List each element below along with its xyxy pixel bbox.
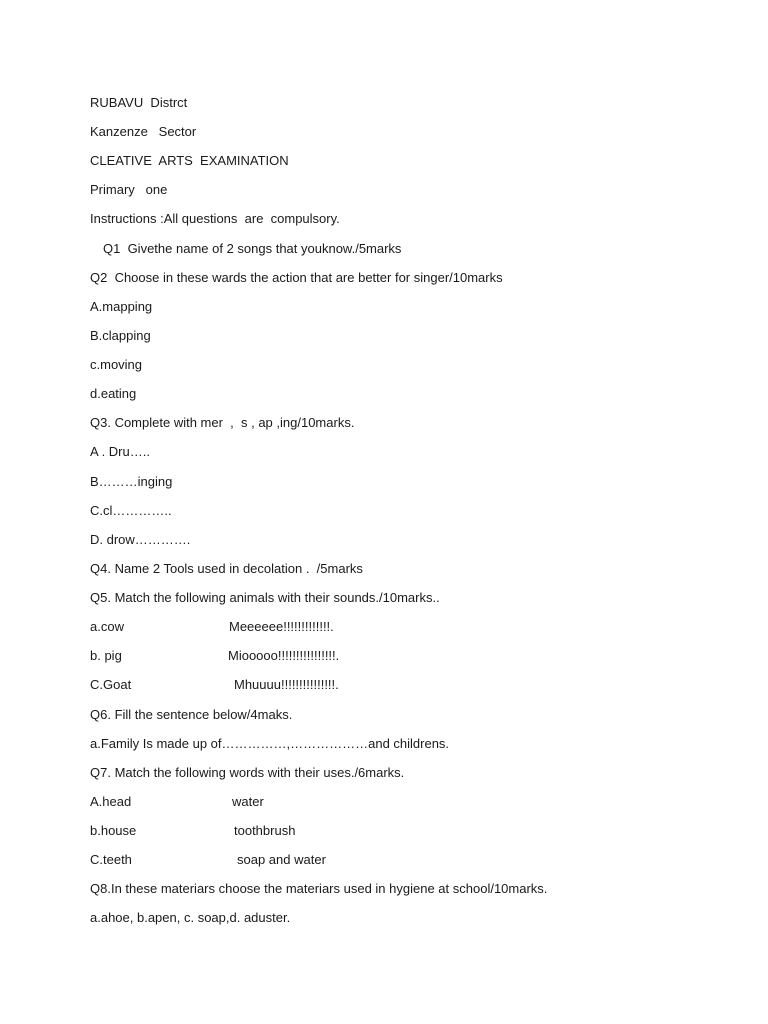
q3-item-c: C.cl………….. — [90, 503, 172, 518]
q2-option-d: d.eating — [90, 386, 137, 401]
q3-item-b: B………inging — [90, 474, 173, 489]
q2-option-b: B.clapping — [90, 328, 151, 343]
q7-word-head: A.head — [90, 794, 132, 809]
q8-options: a.ahoe, b.apen, c. soap,d. aduster. — [90, 910, 291, 925]
exam-title: CLEATIVE ARTS EXAMINATION — [90, 153, 289, 168]
q7-word-house: b.house — [90, 823, 137, 838]
q5-sound-3: Mhuuuu!!!!!!!!!!!!!!!. — [234, 677, 339, 692]
q5-animal-cow: a.cow — [90, 619, 124, 634]
q5-animal-goat: C.Goat — [90, 677, 132, 692]
q6-sentence: a.Family Is made up of……………,………………and childrens. — [90, 736, 450, 751]
question-4: Q4. Name 2 Tools used in decolation . /5marks — [90, 561, 363, 576]
question-2: Q2 Choose in these wards the action that are better for singer/10marks — [90, 270, 503, 285]
q2-option-a: A.mapping — [90, 299, 153, 314]
q7-use-3: soap and water — [237, 852, 326, 867]
question-1: Q1 Givethe name of 2 songs that youknow./5marks — [103, 241, 402, 256]
sector-line: Kanzenze Sector — [90, 124, 197, 139]
q5-sound-2: Miooooo!!!!!!!!!!!!!!!!. — [228, 648, 340, 663]
q7-use-1: water — [232, 794, 264, 809]
q3-item-d: D. drow…………. — [90, 532, 191, 547]
q5-sound-1: Meeeeee!!!!!!!!!!!!!. — [229, 619, 334, 634]
q7-use-2: toothbrush — [234, 823, 296, 838]
question-6: Q6. Fill the sentence below/4maks. — [90, 707, 293, 722]
q2-option-c: c.moving — [90, 357, 143, 372]
instructions-line: Instructions :All questions are compulsory. — [90, 211, 340, 226]
level-line: Primary one — [90, 182, 168, 197]
question-5: Q5. Match the following animals with their sounds./10marks.. — [90, 590, 440, 605]
q3-item-a: A . Dru….. — [90, 444, 150, 459]
q7-word-teeth: C.teeth — [90, 852, 132, 867]
question-3: Q3. Complete with mer , s , ap ,ing/10marks. — [90, 415, 355, 430]
question-8: Q8.In these materiars choose the materiars used in hygiene at school/10marks. — [90, 881, 548, 896]
question-7: Q7. Match the following words with their uses./6marks. — [90, 765, 405, 780]
q5-animal-pig: b. pig — [90, 648, 122, 663]
district-line: RUBAVU Distrct — [90, 95, 188, 110]
